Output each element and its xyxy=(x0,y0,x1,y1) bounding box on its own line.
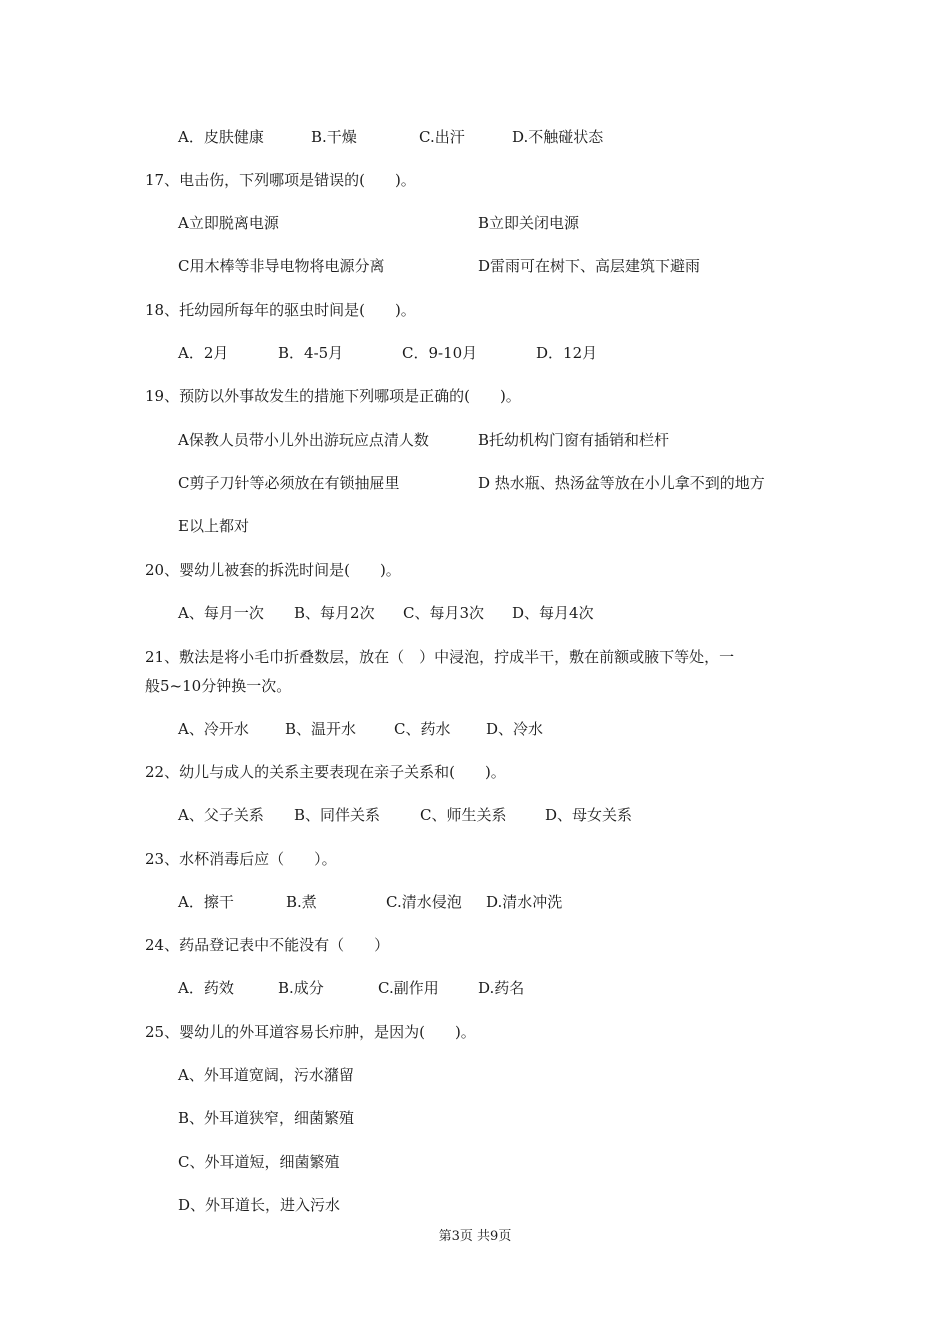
q23-question: 23、水杯消毒后应（ ）。 xyxy=(145,850,337,868)
q23-option-d: D.清水冲洗 xyxy=(486,893,563,911)
q21-question-line1: 21、敷法是将小毛巾折叠数层，放在（ ）中浸泡，拧成半干，敷在前额或腋下等处，一 xyxy=(145,648,735,666)
q17-option-d: D雷雨可在树下、高层建筑下避雨 xyxy=(478,257,701,275)
q16-option-d: D.不触碰状态 xyxy=(512,128,604,146)
q21-option-a: A、冷开水 xyxy=(178,720,249,738)
q22-option-a: A、父子关系 xyxy=(178,806,264,824)
q16-option-c: C.出汗 xyxy=(419,128,465,146)
q24-option-b: B.成分 xyxy=(278,979,324,997)
q19-option-b: B托幼机构门窗有插销和栏杆 xyxy=(478,431,670,449)
page-number-footer: 第3页 共9页 xyxy=(438,1229,512,1244)
q17-option-b: B立即关闭电源 xyxy=(478,214,580,232)
q19-option-a: A保教人员带小儿外出游玩应点清人数 xyxy=(178,431,429,449)
q24-option-c: C.副作用 xyxy=(378,979,439,997)
q23-option-c: C.清水侵泡 xyxy=(386,893,462,911)
q20-option-b: B、每月2次 xyxy=(294,604,375,622)
q18-option-c: C．9-10月 xyxy=(402,344,478,362)
q20-option-a: A、每月一次 xyxy=(178,604,264,622)
q21-question-line2: 般5~10分钟换一次。 xyxy=(145,677,292,695)
q25-option-c: C、外耳道短，细菌繁殖 xyxy=(178,1153,340,1171)
q17-option-c: C用木棒等非导电物将电源分离 xyxy=(178,257,385,275)
q16-option-b: B.干燥 xyxy=(311,128,357,146)
q22-question: 22、幼儿与成人的关系主要表现在亲子关系和( )。 xyxy=(145,763,506,781)
q19-option-d: D 热水瓶、热汤盆等放在小儿拿不到的地方 xyxy=(478,474,765,492)
q23-option-b: B.煮 xyxy=(286,893,317,911)
q24-option-a: A．药效 xyxy=(178,979,234,997)
q19-option-c: C剪子刀针等必须放在有锁抽屉里 xyxy=(178,474,400,492)
q21-option-d: D、冷水 xyxy=(486,720,544,738)
q24-option-d: D.药名 xyxy=(478,979,525,997)
q17-question: 17、电击伤，下列哪项是错误的( )。 xyxy=(145,171,416,189)
q19-option-e: E以上都对 xyxy=(178,517,249,535)
q20-option-c: C、每月3次 xyxy=(403,604,485,622)
q25-option-b: B、外耳道狭窄，细菌繁殖 xyxy=(178,1109,355,1127)
q16-option-a: A．皮肤健康 xyxy=(178,128,264,146)
q19-question: 19、预防以外事故发生的措施下列哪项是正确的( )。 xyxy=(145,387,521,405)
q22-option-c: C、师生关系 xyxy=(420,806,507,824)
q25-option-a: A、外耳道宽阔，污水潴留 xyxy=(178,1066,354,1084)
q22-option-b: B、同伴关系 xyxy=(294,806,381,824)
q20-option-d: D、每月4次 xyxy=(512,604,594,622)
q21-option-c: C、药水 xyxy=(394,720,451,738)
q22-option-d: D、母女关系 xyxy=(545,806,633,824)
q18-option-d: D．12月 xyxy=(536,344,598,362)
q23-option-a: A．擦干 xyxy=(178,893,234,911)
q21-option-b: B、温开水 xyxy=(285,720,357,738)
q18-question: 18、托幼园所每年的驱虫时间是( )。 xyxy=(145,301,416,319)
q25-option-d: D、外耳道长，进入污水 xyxy=(178,1196,341,1214)
q18-option-b: B．4-5月 xyxy=(278,344,344,362)
q25-question: 25、婴幼儿的外耳道容易长疖肿，是因为( )。 xyxy=(145,1023,476,1041)
q17-option-a: A立即脱离电源 xyxy=(178,214,279,232)
q18-option-a: A．2月 xyxy=(178,344,229,362)
q24-question: 24、药品登记表中不能没有（ ） xyxy=(145,936,390,954)
q20-question: 20、婴幼儿被套的拆洗时间是( )。 xyxy=(145,561,401,579)
